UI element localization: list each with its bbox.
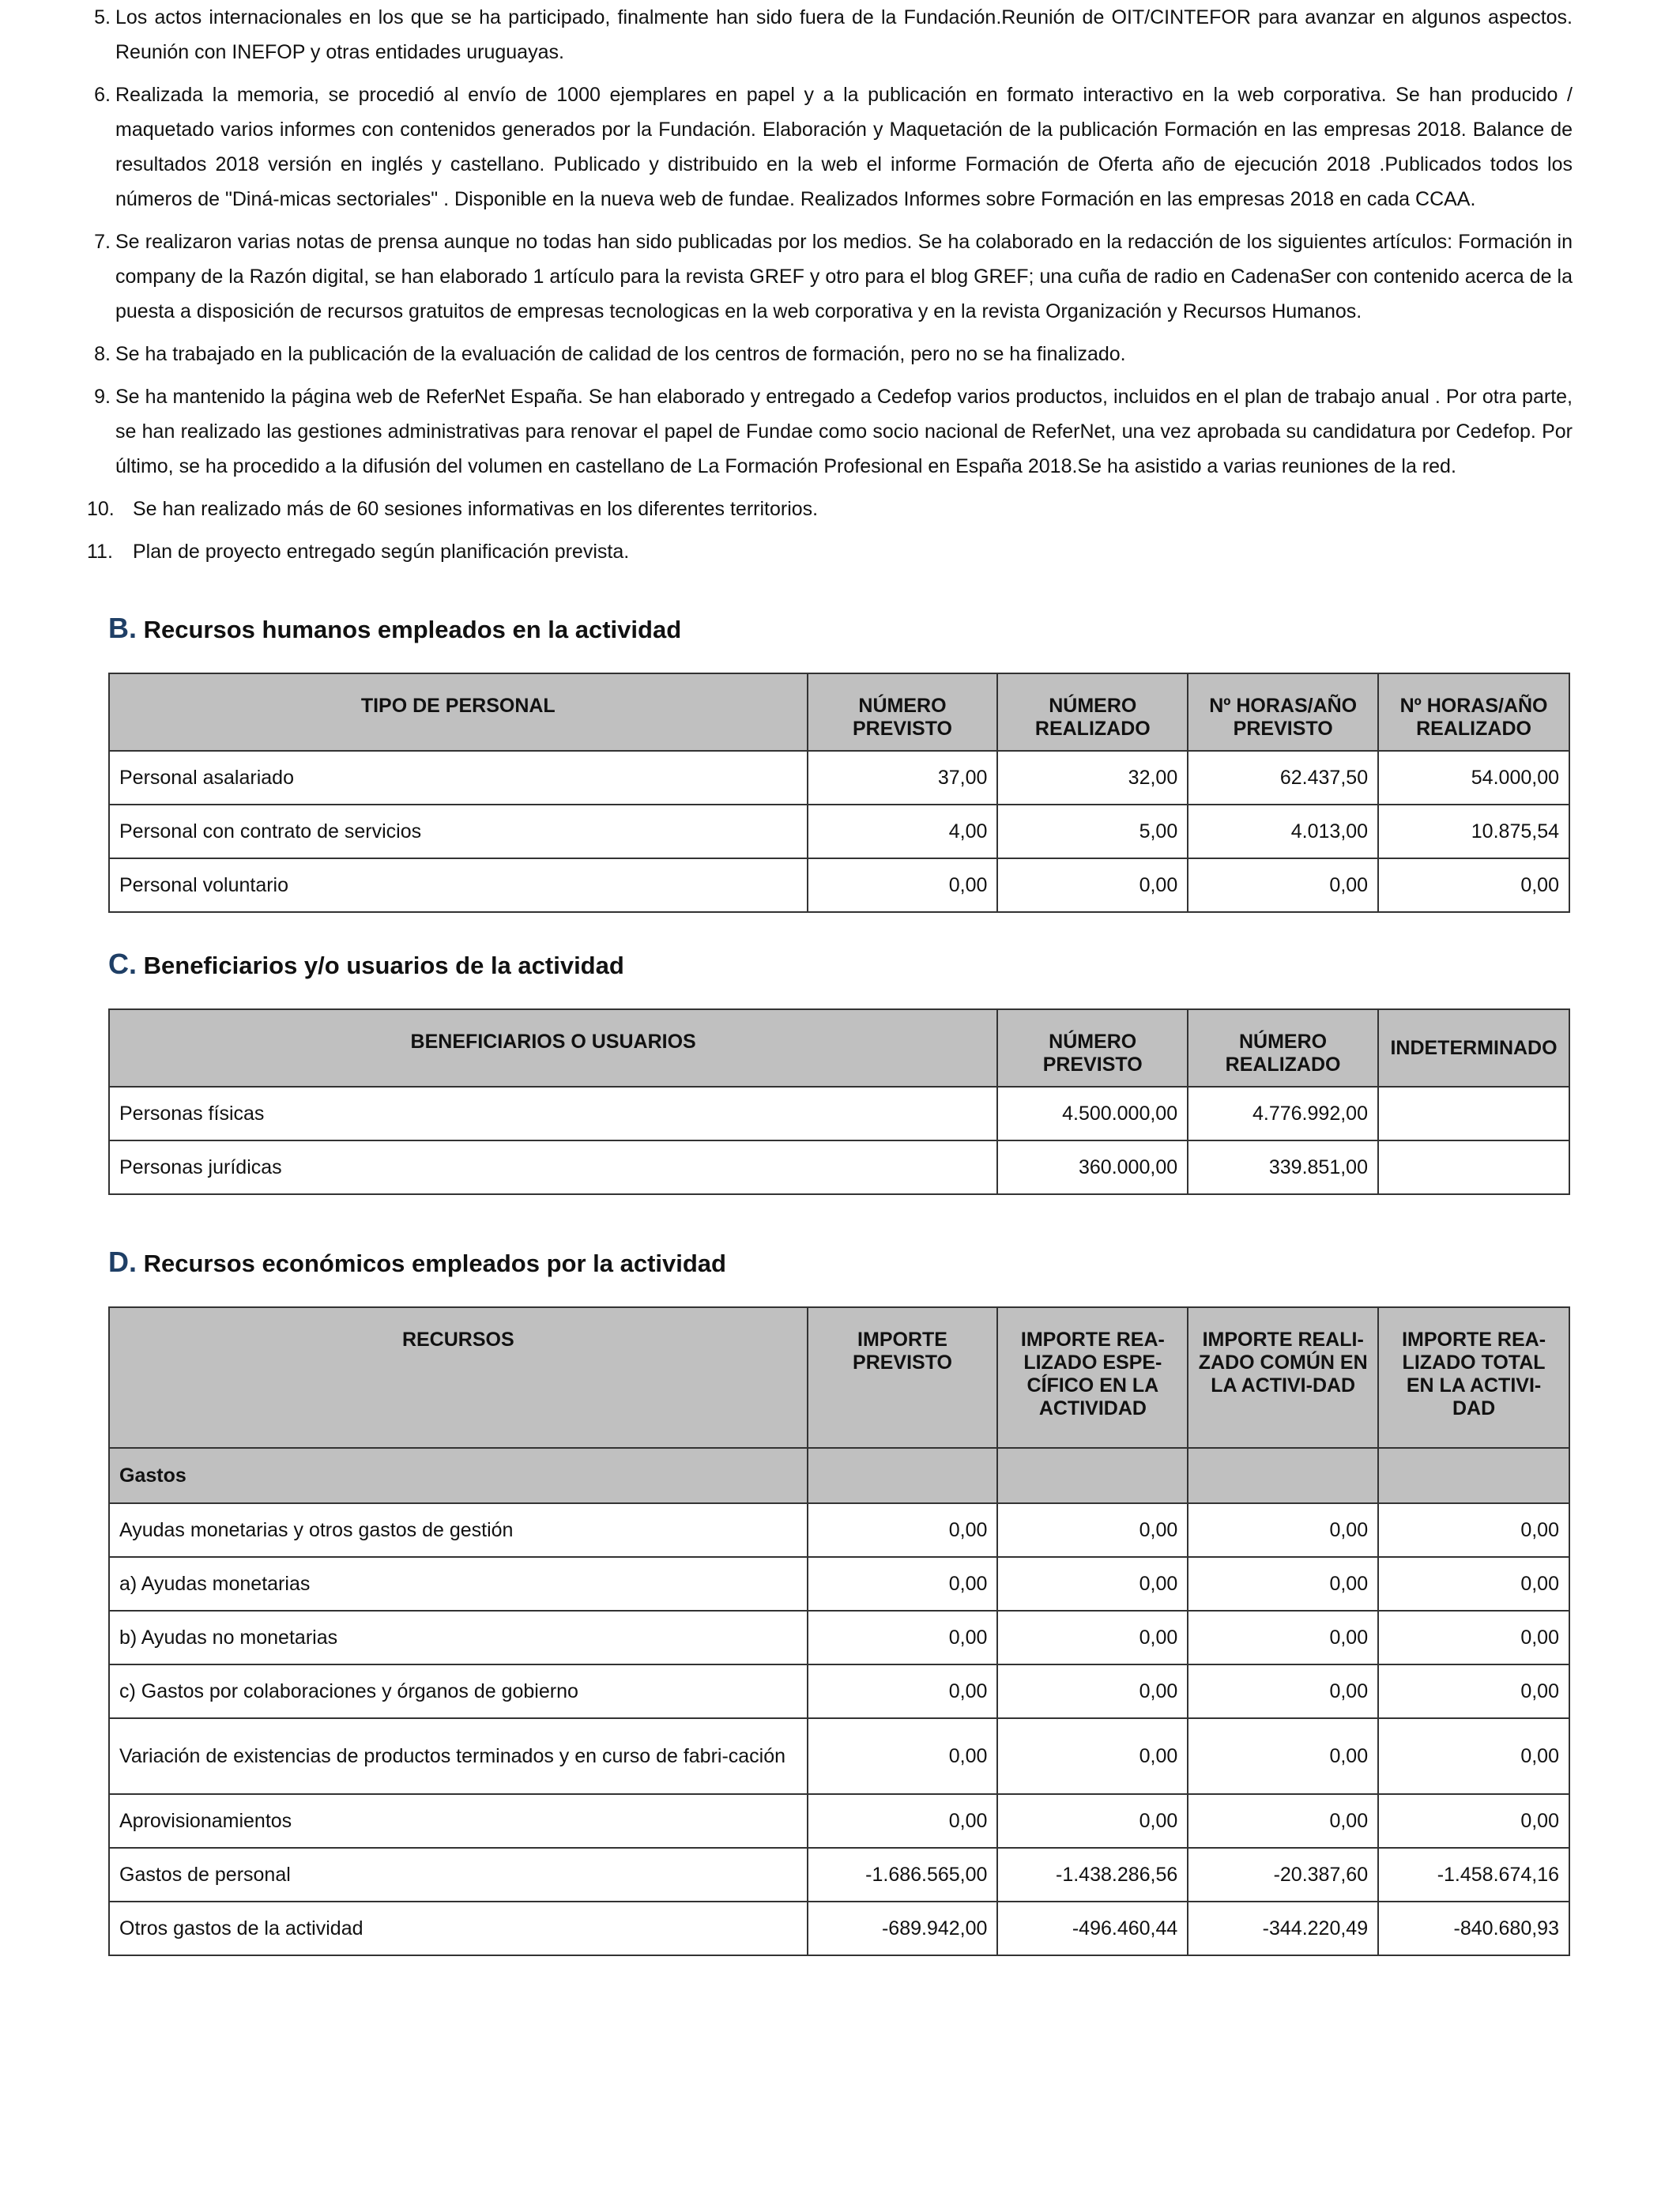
table-row	[109, 805, 1569, 858]
group-cell	[1188, 1448, 1378, 1503]
cell-value: 0,00	[1378, 1503, 1569, 1557]
list-text: Plan de proyecto entregado según planificación prevista.	[133, 541, 630, 563]
list-text: Se ha trabajado en la publicación de la evaluación de calidad de los centros de formación, pero no se ha finalizado.	[115, 343, 1126, 365]
section-letter: B.	[108, 612, 137, 644]
cell-value: -344.220,49	[1188, 1902, 1378, 1955]
cell-value: 0,00	[1378, 858, 1569, 912]
cell-value: -1.686.565,00	[808, 1848, 998, 1902]
cell-value: 0,00	[1378, 1664, 1569, 1718]
cell-value: 62.437,50	[1188, 751, 1378, 805]
section-title-text: Recursos humanos empleados en la actividad	[143, 616, 682, 643]
section-title-text: Beneficiarios y/o usuarios de la actividad	[143, 952, 624, 979]
table-row	[109, 1794, 1569, 1848]
cell-value: 0,00	[808, 1718, 998, 1794]
cell-value: 0,00	[997, 1794, 1188, 1848]
cell-value: 32,00	[997, 751, 1188, 805]
group-label: Gastos	[109, 1448, 808, 1503]
row-label: Variación de existencias de productos terminados y en curso de fabri-cación	[109, 1718, 808, 1794]
cell-value: -689.942,00	[808, 1902, 998, 1955]
cell-value: 0,00	[1378, 1718, 1569, 1794]
row-label: Ayudas monetarias y otros gastos de gestión	[109, 1503, 808, 1557]
column-header: IMPORTE REA-LIZADO TOTAL EN LA ACTIVI-DAD	[1378, 1307, 1569, 1448]
list-number: 9.	[94, 386, 111, 408]
cell-value: 0,00	[1188, 1664, 1378, 1718]
list-number: 10.	[87, 498, 115, 520]
numbered-list	[87, 0, 1573, 577]
cell-value: 339.851,00	[1188, 1140, 1378, 1194]
column-header: INDETERMINADO	[1378, 1009, 1569, 1087]
cell-value: 0,00	[808, 1611, 998, 1664]
column-header: IMPORTE REALI-ZADO COMÚN EN LA ACTIVI-DAD	[1188, 1307, 1378, 1448]
cell-value: 0,00	[1188, 1503, 1378, 1557]
row-label: Personal asalariado	[109, 751, 808, 805]
cell-value: 10.875,54	[1378, 805, 1569, 858]
table-row	[109, 1848, 1569, 1902]
cell-value	[1378, 1140, 1569, 1194]
list-item	[87, 224, 1573, 329]
table-row	[109, 1664, 1569, 1718]
cell-value: 0,00	[808, 1503, 998, 1557]
row-label: Gastos de personal	[109, 1848, 808, 1902]
row-label: Personas jurídicas	[109, 1140, 997, 1194]
column-header: BENEFICIARIOS O USUARIOS	[109, 1009, 997, 1087]
section-letter: C.	[108, 948, 137, 980]
cell-value: 0,00	[997, 1557, 1188, 1611]
column-header: NÚMERO REALIZADO	[1188, 1009, 1378, 1087]
cell-value: 0,00	[808, 1664, 998, 1718]
cell-value: -496.460,44	[997, 1902, 1188, 1955]
table-row	[109, 1557, 1569, 1611]
column-header: NÚMERO PREVISTO	[997, 1009, 1188, 1087]
section-title-d	[108, 1246, 726, 1279]
row-label: Otros gastos de la actividad	[109, 1902, 808, 1955]
list-number: 7.	[94, 231, 111, 253]
list-number: 5.	[94, 6, 111, 28]
list-text: Realizada la memoria, se procedió al envío de 1000 ejemplares en papel y a la publicación en formato interactivo en la web corporativa. Se han producido / maquetado varios informes con contenidos generados por la Fundación. Elaboración y Maquetación de la publicación Formación en las empresas 2018. Balance de resultados 2018 versión en inglés y castellano. Publicado y distribuido en la web el informe Formación de Oferta año de ejecución 2018 .Publicados todos los números de "Diná-micas sectoriales" . Disponible en la nueva web de fundae. Realizados Informes sobre Formación en las empresas 2018 en cada CCAA.	[115, 84, 1573, 210]
list-text: Los actos internacionales en los que se ha participado, finalmente han sido fuera de la Fundación.Reunión de OIT/CINTEFOR para avanzar en algunos aspectos. Reunión con INEFOP y otras entidades uruguayas.	[115, 6, 1573, 63]
cell-value: 0,00	[997, 858, 1188, 912]
section-title-c	[108, 948, 624, 981]
column-header: IMPORTE PREVISTO	[808, 1307, 998, 1448]
cell-value: -1.438.286,56	[997, 1848, 1188, 1902]
cell-value: 0,00	[808, 858, 998, 912]
cell-value: 4.500.000,00	[997, 1087, 1188, 1140]
list-number: 8.	[94, 343, 111, 365]
section-title-text: Recursos económicos empleados por la actividad	[143, 1250, 726, 1277]
table-row	[109, 1718, 1569, 1794]
cell-value: 0,00	[1378, 1794, 1569, 1848]
cell-value: 0,00	[997, 1664, 1188, 1718]
group-cell	[808, 1448, 998, 1503]
list-item	[87, 77, 1573, 217]
cell-value: 54.000,00	[1378, 751, 1569, 805]
table-row	[109, 1902, 1569, 1955]
cell-value: 4,00	[808, 805, 998, 858]
column-header: Nº HORAS/AÑO REALIZADO	[1378, 673, 1569, 751]
cell-value: 0,00	[1188, 858, 1378, 912]
list-item	[87, 492, 1573, 526]
cell-value: 0,00	[997, 1503, 1188, 1557]
economic-resources-table	[108, 1306, 1570, 1956]
list-item	[87, 379, 1573, 484]
row-label: Aprovisionamientos	[109, 1794, 808, 1848]
cell-value: 360.000,00	[997, 1140, 1188, 1194]
list-item	[87, 534, 1573, 569]
cell-value: 0,00	[808, 1557, 998, 1611]
cell-value: 0,00	[1188, 1611, 1378, 1664]
row-label: c) Gastos por colaboraciones y órganos de gobierno	[109, 1664, 808, 1718]
list-number: 11.	[87, 541, 113, 563]
table-row	[109, 1503, 1569, 1557]
cell-value: 0,00	[1188, 1718, 1378, 1794]
table-header-row	[109, 673, 1569, 751]
table-header-row	[109, 1009, 1569, 1087]
column-header: RECURSOS	[109, 1307, 808, 1448]
column-header: TIPO DE PERSONAL	[109, 673, 808, 751]
cell-value: 5,00	[997, 805, 1188, 858]
column-header: NÚMERO REALIZADO	[997, 673, 1188, 751]
table-row	[109, 751, 1569, 805]
section-title-b	[108, 612, 681, 645]
list-text: Se realizaron varias notas de prensa aunque no todas han sido publicadas por los medios. Se ha colaborado en la redacción de los siguientes artículos: Formación in company de la Razón digital, se han elaborado 1 artículo para la revista GREF y otro para el blog GREF; una cuña de radio en CadenaSer con contenido acerca de la puesta a disposición de recursos gratuitos de empresas tecnologicas en la web corporativa y en la revista Organización y Recursos Humanos.	[115, 231, 1573, 322]
list-text: Se ha mantenido la página web de ReferNet España. Se han elaborado y entregado a Cedefop varios productos, incluidos en el plan de trabajo anual . Por otra parte, se han realizado las gestiones administrativas para renovar el papel de Fundae como socio nacional de ReferNet, una vez aprobada su candidatura por Cedefop. Por último, se ha procedido a la difusión del volumen en castellano de La Formación Profesional en España 2018.Se ha asistido a varias reuniones de la red.	[115, 386, 1573, 477]
table-row	[109, 1087, 1569, 1140]
cell-value: 0,00	[1378, 1611, 1569, 1664]
human-resources-table	[108, 673, 1570, 913]
row-label: b) Ayudas no monetarias	[109, 1611, 808, 1664]
list-number: 6.	[94, 84, 111, 106]
cell-value: 0,00	[1188, 1557, 1378, 1611]
section-letter: D.	[108, 1246, 137, 1278]
beneficiaries-table	[108, 1008, 1570, 1195]
cell-value	[1378, 1087, 1569, 1140]
list-text: Se han realizado más de 60 sesiones informativas en los diferentes territorios.	[133, 498, 819, 520]
column-header: IMPORTE REA-LIZADO ESPE-CÍFICO EN LA ACTIVIDAD	[997, 1307, 1188, 1448]
column-header: Nº HORAS/AÑO PREVISTO	[1188, 673, 1378, 751]
row-label: Personal con contrato de servicios	[109, 805, 808, 858]
group-cell	[997, 1448, 1188, 1503]
cell-value: 0,00	[1378, 1557, 1569, 1611]
table-row	[109, 1611, 1569, 1664]
cell-value: -20.387,60	[1188, 1848, 1378, 1902]
table-header-row	[109, 1307, 1569, 1448]
table-row	[109, 858, 1569, 912]
group-row	[109, 1448, 1569, 1503]
cell-value: -840.680,93	[1378, 1902, 1569, 1955]
cell-value: 0,00	[997, 1718, 1188, 1794]
row-label: a) Ayudas monetarias	[109, 1557, 808, 1611]
group-cell	[1378, 1448, 1569, 1503]
table-row	[109, 1140, 1569, 1194]
cell-value: -1.458.674,16	[1378, 1848, 1569, 1902]
cell-value: 0,00	[1188, 1794, 1378, 1848]
cell-value: 0,00	[997, 1611, 1188, 1664]
list-item	[87, 0, 1573, 70]
list-item	[87, 337, 1573, 371]
cell-value: 0,00	[808, 1794, 998, 1848]
column-header: NÚMERO PREVISTO	[808, 673, 998, 751]
cell-value: 37,00	[808, 751, 998, 805]
cell-value: 4.013,00	[1188, 805, 1378, 858]
row-label: Personas físicas	[109, 1087, 997, 1140]
row-label: Personal voluntario	[109, 858, 808, 912]
cell-value: 4.776.992,00	[1188, 1087, 1378, 1140]
